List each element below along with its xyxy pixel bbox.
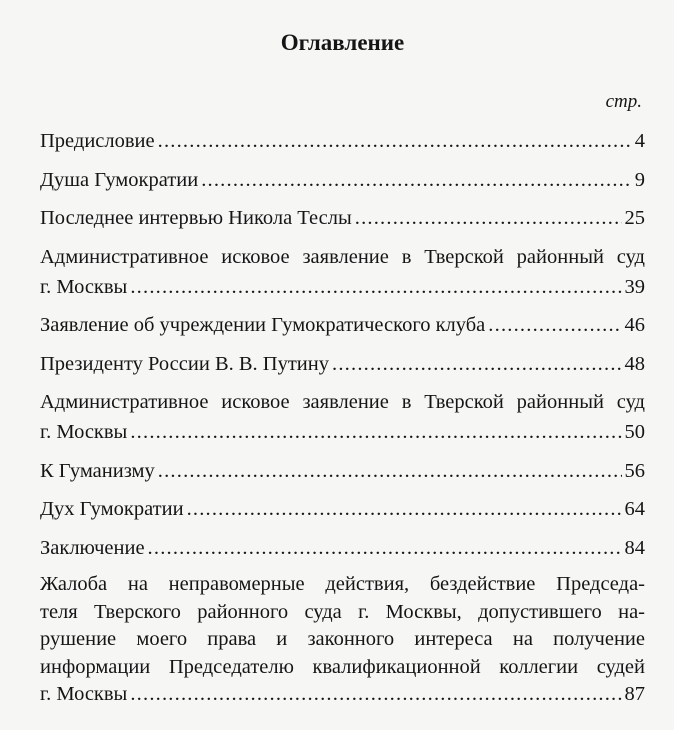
toc-entry-page: 25 (624, 207, 645, 229)
toc-entry[interactable] (40, 349, 645, 379)
toc-entry-page: 84 (624, 536, 645, 559)
toc-page (40, 0, 645, 730)
toc-entry[interactable] (40, 533, 645, 563)
dot-leader (130, 417, 621, 447)
toc-entry-page: 9 (634, 168, 645, 191)
toc-entry-page: 48 (624, 352, 645, 375)
dot-leader (130, 272, 621, 302)
toc-entry-title: г. Москвы (40, 275, 128, 298)
toc-entry[interactable] (40, 456, 645, 486)
toc-entry-page: 39 (624, 275, 645, 298)
toc-entry[interactable] (40, 242, 645, 302)
toc-entry-page: 64 (624, 498, 645, 520)
dot-leader (130, 681, 621, 709)
dot-leader (332, 349, 621, 379)
toc-entry-title: Душа Гумократии (40, 168, 199, 191)
toc-entry-page: 50 (624, 421, 645, 443)
toc-entry[interactable] (40, 126, 645, 156)
page-column-label: стр. (605, 91, 642, 112)
toc-entry-page: 46 (624, 314, 645, 336)
toc-entry-title: Последнее интервью Никола Теслы (40, 207, 352, 229)
toc-entry[interactable] (40, 494, 645, 524)
toc-entry-title: К Гуманизму (40, 459, 155, 482)
toc-entry[interactable] (40, 387, 645, 447)
toc-entry-title-line: рушение моего права и законного интереса на получение (40, 628, 645, 650)
toc-entry-title-line: Административное исковое заявление в Тверской районный суд (40, 391, 645, 413)
toc-entry-page: 4 (634, 130, 645, 152)
toc-entry-page: 56 (624, 459, 645, 482)
page-title: Оглавление (280, 30, 405, 55)
toc-entry-title: г. Москвы (40, 421, 128, 443)
toc-entry-title: Президенту России В. В. Путину (40, 352, 330, 375)
toc-entry-title: Заявление об учреждении Гумократического клуба (40, 314, 486, 336)
dot-leader (187, 494, 622, 524)
dot-leader (148, 533, 622, 563)
toc-entry-title-line: информации Председателю квалификационной коллегии судей (40, 655, 645, 678)
dot-leader (158, 126, 632, 156)
dot-leader (488, 310, 621, 340)
dot-leader (201, 165, 632, 195)
toc-entry-title-line: теля Тверского районного суда г. Москвы, допустившего на- (40, 600, 645, 623)
toc-entry-title: г. Москвы (40, 683, 128, 705)
toc-entry-title-line: Административное исковое заявление в Тверской районный суд (40, 245, 645, 268)
toc-entry[interactable] (40, 203, 645, 233)
toc-entry-title: Заключение (40, 536, 145, 559)
toc-entry-title: Предисловие (40, 130, 155, 152)
toc-entry-title-line: Жалоба на неправомерные действия, бездействие Председа- (40, 573, 645, 595)
toc-list (40, 126, 645, 709)
dot-leader (158, 456, 622, 486)
dot-leader (355, 203, 622, 233)
toc-entry-title: Дух Гумократии (40, 498, 184, 520)
toc-entry-page: 87 (624, 683, 645, 705)
toc-entry[interactable] (40, 571, 645, 709)
toc-entry[interactable] (40, 165, 645, 195)
toc-entry[interactable] (40, 310, 645, 340)
